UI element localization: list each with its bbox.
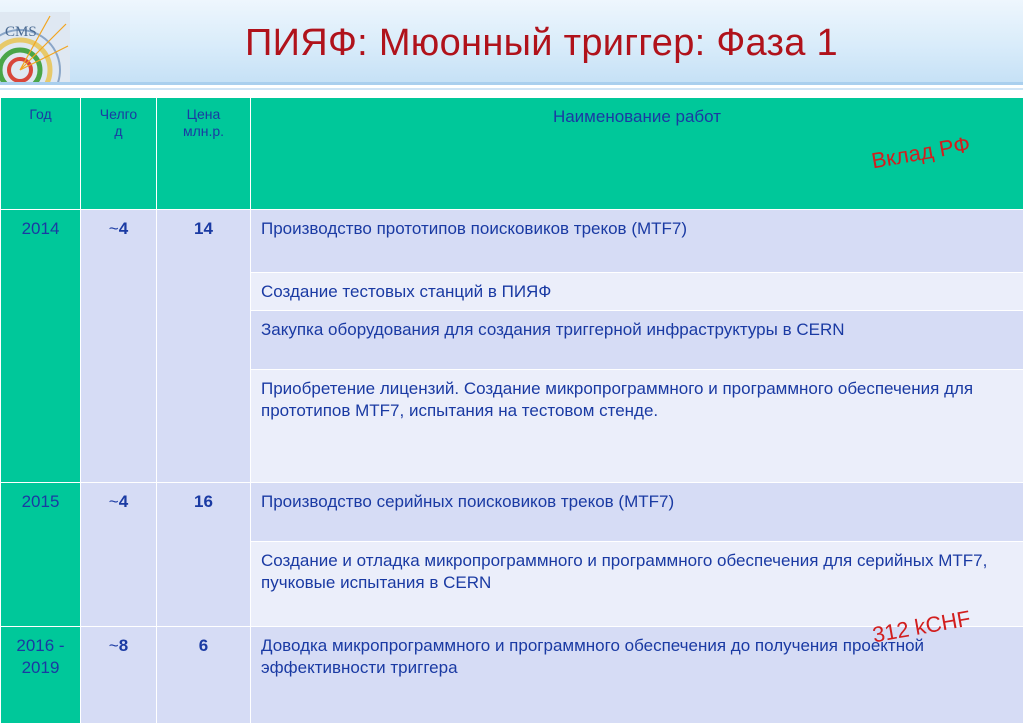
year-cell: 2014 (1, 210, 81, 483)
svg-text:CMS: CMS (5, 24, 37, 40)
work-item: Производство прототипов поисковиков треков (MTF7) (251, 210, 1023, 273)
header-works: Наименование работ Вклад РФ (251, 98, 1023, 210)
slide-header (0, 0, 1023, 82)
people-cell: ~4 (81, 483, 157, 627)
year-cell: 2016 - 2019 (1, 627, 81, 724)
header-price: Цена млн.р. (157, 98, 251, 210)
price-cell: 6 (157, 627, 251, 724)
people-cell: ~4 (81, 210, 157, 483)
header-people: Челго д (81, 98, 157, 210)
table-row (1, 483, 1023, 542)
work-item: Приобретение лицензий. Создание микропрограммного и программного обеспечения для прототипов MTF7, испытания на тестовом стенде. (251, 370, 1023, 483)
people-cell: ~8 (81, 627, 157, 724)
work-item: Производство серийных поисковиков треков (MTF7) (251, 483, 1023, 542)
page-title: ПИЯФ: Мюонный триггер: Фаза 1 (0, 22, 1023, 65)
work-item: Закупка оборудования для создания триггерной инфраструктуры в CERN (251, 311, 1023, 370)
header-divider-thin (0, 88, 1023, 90)
table-row (1, 627, 1023, 724)
header-year: Год (1, 98, 81, 210)
table-row (1, 210, 1023, 273)
price-cell: 14 (157, 210, 251, 483)
price-cell: 16 (157, 483, 251, 627)
kchf-annotation: 312 kCHF (870, 606, 972, 649)
work-item: Доводка микропрограммного и программного обеспечения до получения проектной эффективности триггера (251, 627, 1023, 724)
contribution-annotation: Вклад РФ (870, 134, 972, 173)
work-item: Создание и отладка микропрограммного и программного обеспечения для серийных MTF7, пучковые испытания в CERN (251, 542, 1023, 627)
work-item: Создание тестовых станций в ПИЯФ (251, 273, 1023, 311)
year-cell: 2015 (1, 483, 81, 627)
table-header-row (1, 98, 1023, 210)
works-table (0, 97, 1023, 724)
header-divider (0, 82, 1023, 85)
